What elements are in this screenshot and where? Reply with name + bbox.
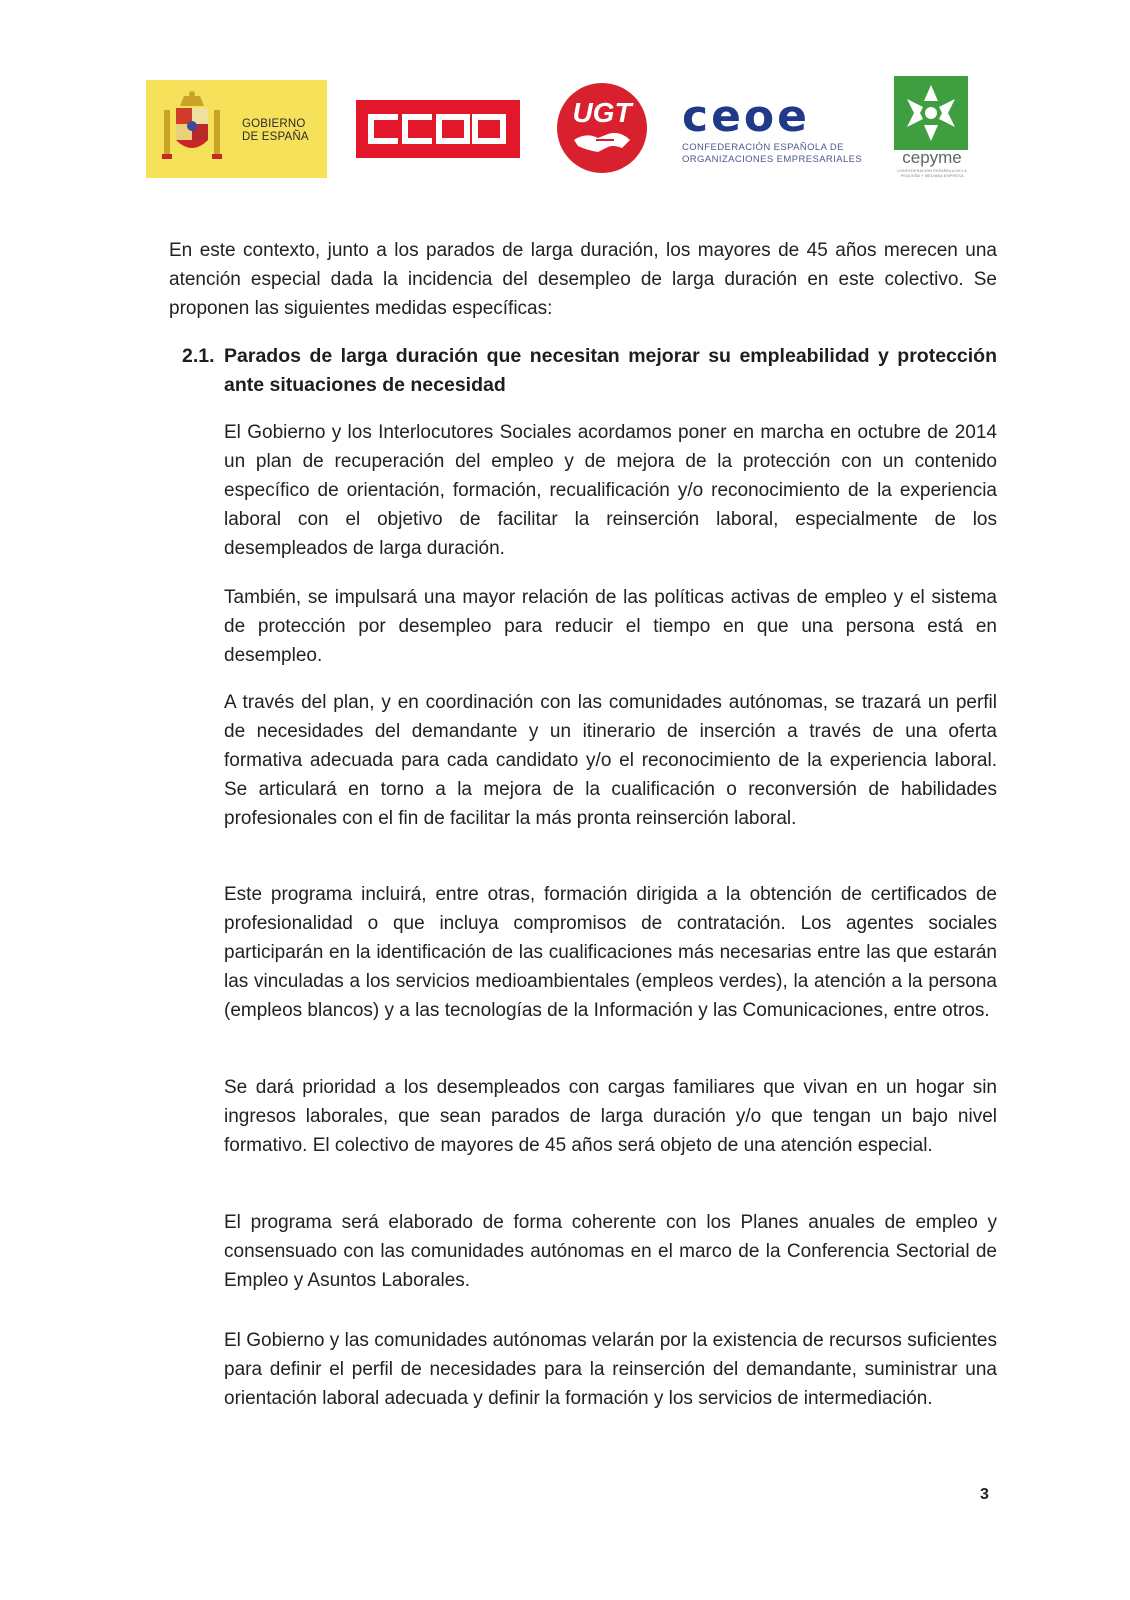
section-number: 2.1. [182,345,215,367]
cepyme-wordmark: cepyme [902,148,962,167]
paragraph-5: Se dará prioridad a los desempleados con cargas familiares que vivan en un hogar sin ingresos laborales, que sean parados de larga duración y/o que tengan un bajo nivel formativo. El colectivo de mayores de 45 años será objeto de una atención especial. [224,1077,997,1156]
ceoe-wordmark: ceoe [682,91,810,142]
ugt-logo [556,82,648,174]
cepyme-star-icon [901,83,961,143]
cepyme-logo [894,76,970,180]
paragraph-6: El programa será elaborado de forma coherente con los Planes anuales de empleo y consensuado con las comunidades autónomas en el marco de la Conferencia Sectorial de Empleo y Asuntos Laborales. [224,1212,997,1291]
ccoo-wordmark-icon [368,114,508,144]
gobierno-de-espana-logo [146,80,327,178]
cepyme-tagline: CONFEDERACIÓN ESPAÑOLA DE LA PEQUEÑA Y MEDIANA EMPRESA [897,168,967,178]
ceoe-logo [680,91,863,168]
cepyme-emblem [894,76,968,150]
section-title: Parados de larga duración que necesitan mejorar su empleabilidad y protección ante situaciones de necesidad [224,345,997,396]
ccoo-logo [356,100,520,158]
page-number: 3 [980,1486,989,1503]
paragraph-4: Este programa incluirá, entre otras, formación dirigida a la obtención de certificados de profesionalidad o que incluya compromisos de contratación. Los agentes sociales participarán en la identificación de las cualificaciones más necesarias entre las que estarán las vinculadas a los servicios medioambientales (empleos verdes), la atención a la persona (empleos blancos) y a las tecnologías de la Información y las Comunicaciones, entre otros. [224,884,997,1021]
ceoe-subtitle: CONFEDERACIÓN ESPAÑOLA DE ORGANIZACIONES EMPRESARIALES [682,142,863,165]
paragraph-1: El Gobierno y los Interlocutores Sociales acordamos poner en marcha en octubre de 2014 un plan de recuperación del empleo y de mejora de la protección con un contenido específico de orientación, formación, recualificación y/o reconocimiento de la experiencia laboral con el objetivo de facilitar la reinserción laboral, especialmente de los desempleados de larga duración. [224,422,997,559]
paragraph-7: El Gobierno y las comunidades autónomas velarán por la existencia de recursos suficientes para definir el perfil de necesidades para la reinserción del demandante, suministrar una orientación laboral adecuada y definir la formación y los servicios de intermediación. [224,1330,997,1409]
gobierno-wordmark: GOBIERNO DE ESPAÑA [242,118,309,143]
coat-of-arms-icon [160,90,224,170]
ugt-handshake-icon [556,82,648,174]
paragraph-3: A través del plan, y en coordinación con las comunidades autónomas, se trazará un perfil de necesidades del demandante y un itinerario de inserción a través de una oferta formativa adecuada para cada candidato y/o el reconocimiento de la experiencia laboral. Se articulará en torno a la mejora de la cualificación o reconversión de habilidades profesionales con el fin de facilitar la más pronta reinserción laboral. [224,692,997,829]
svg-text:UGT: UGT [572,97,632,128]
paragraph-2: También, se impulsará una mayor relación de las políticas activas de empleo y el sistema de protección por desempleo para reducir el tiempo en que una persona está en desempleo. [224,587,997,666]
intro-paragraph: En este contexto, junto a los parados de larga duración, los mayores de 45 años merecen una atención especial dada la incidencia del desempleo de larga duración en este colectivo. Se proponen las siguientes medidas específicas: [169,240,997,319]
